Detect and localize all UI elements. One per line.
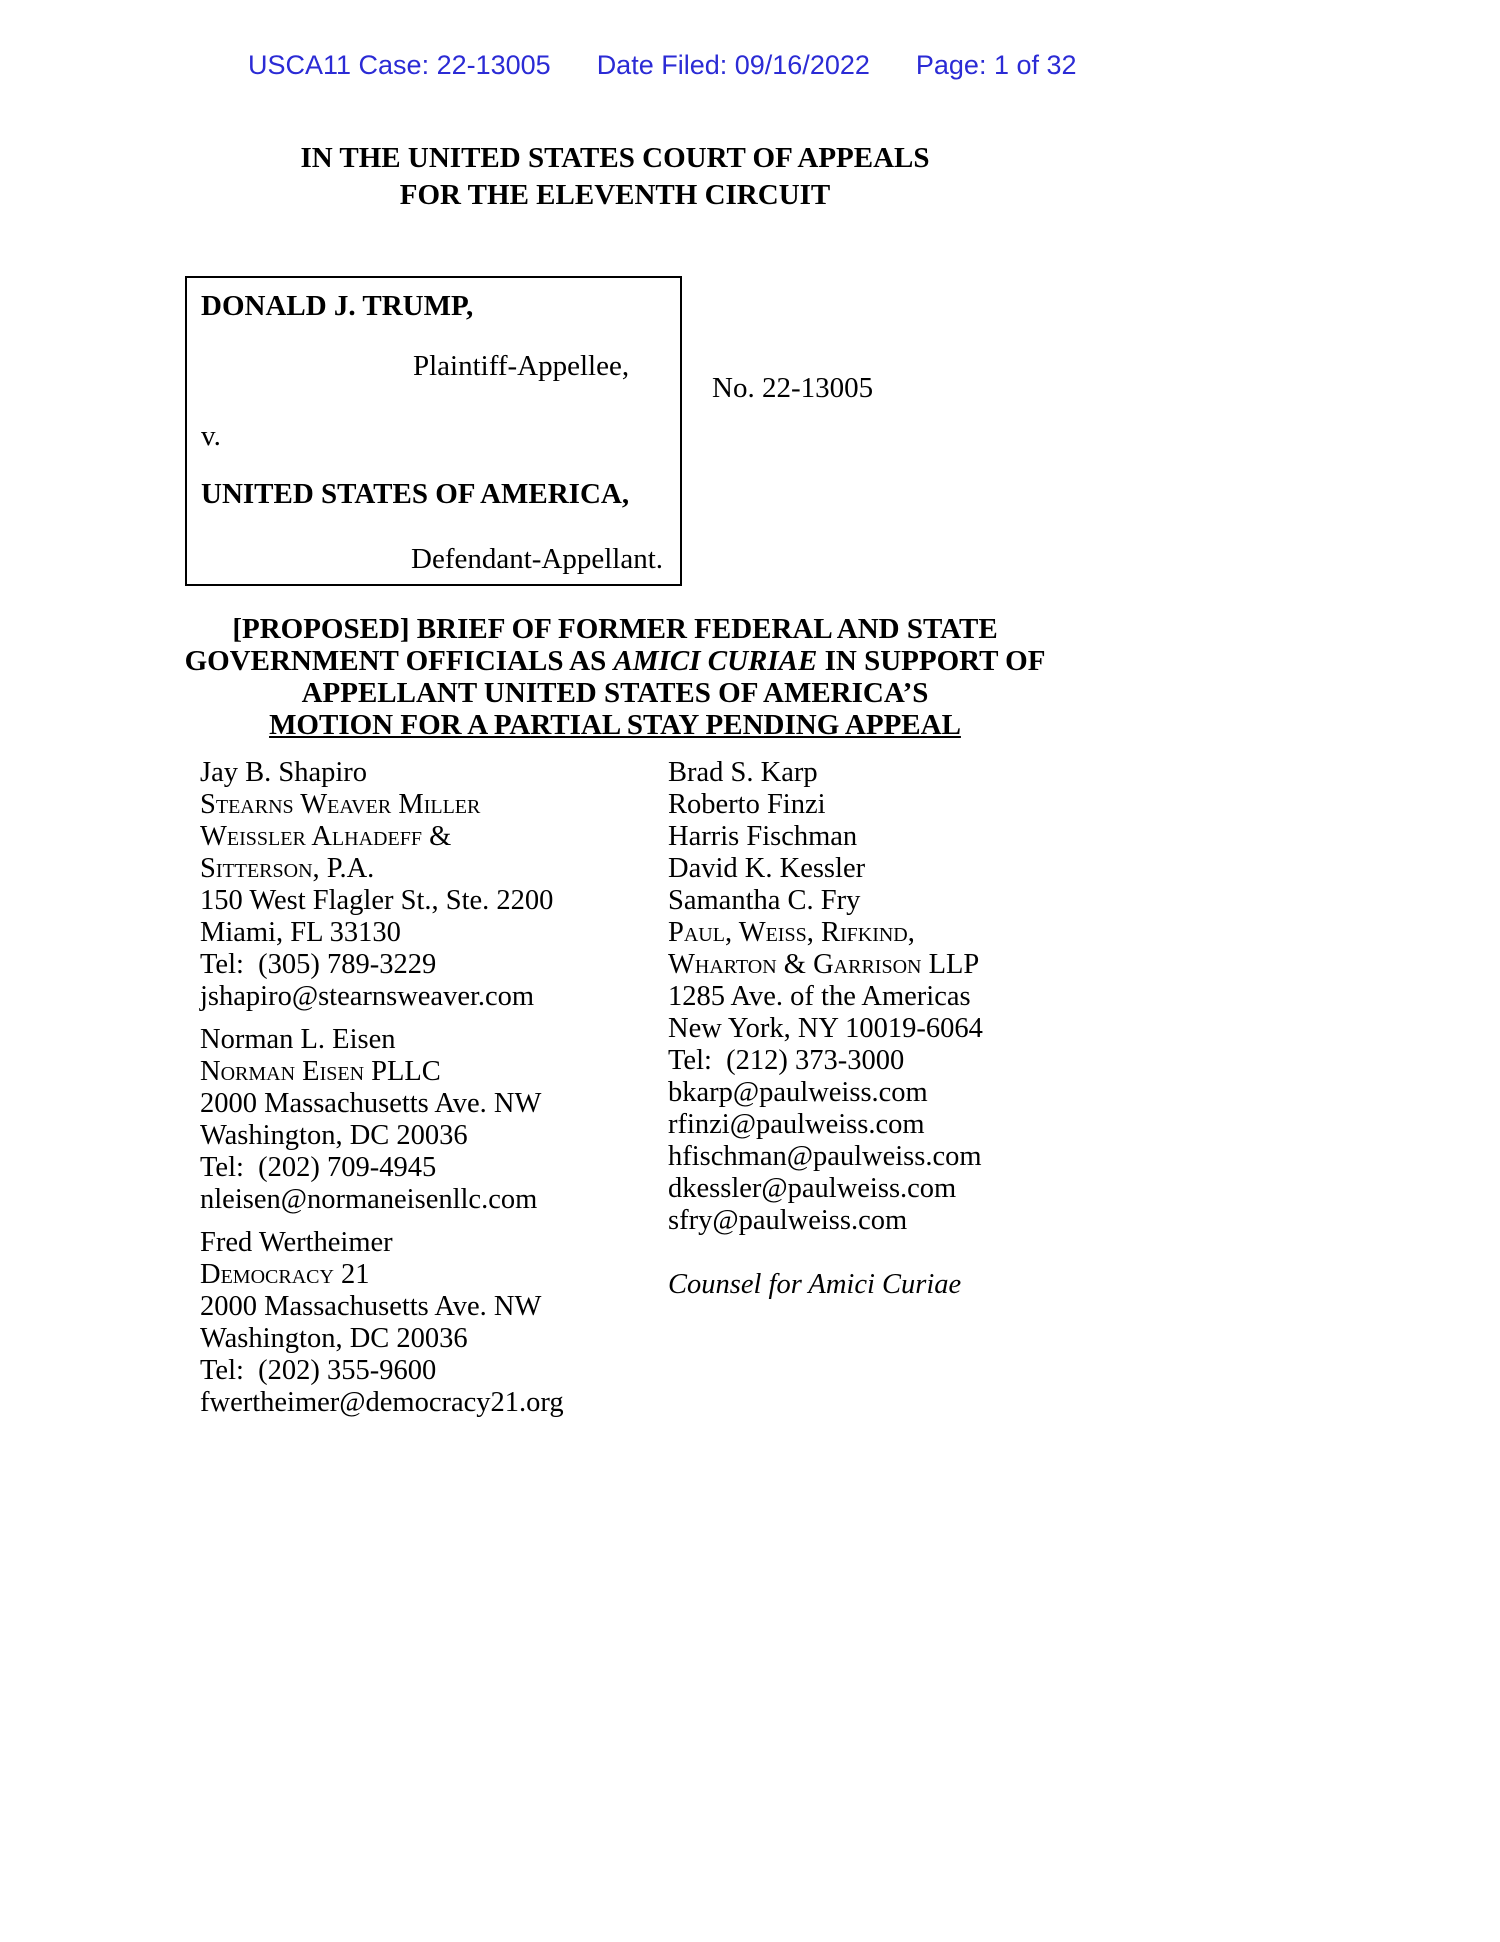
- email-text: sfry@paulweiss.com: [668, 1205, 908, 1236]
- text-line: Miami, FL 33130: [200, 917, 401, 948]
- email-text: nleisen@normaneisenllc.com: [200, 1184, 538, 1215]
- text-line: Tel: (202) 709-4945: [200, 1152, 437, 1183]
- email-text: jshapiro@stearnsweaver.com: [200, 981, 535, 1012]
- text-line: 1285 Ave. of the Americas: [668, 981, 971, 1012]
- firm-name: Sitterson, P.A.: [200, 853, 375, 884]
- brief-title-line4: MOTION FOR A PARTIAL STAY PENDING APPEAL: [269, 709, 961, 741]
- text-line: 2000 Massachusetts Ave. NW: [200, 1291, 542, 1322]
- stamp-date-filed: Date Filed: 09/16/2022: [596, 50, 870, 80]
- plaintiff-role: Plaintiff-Appellee,: [413, 350, 630, 382]
- email-text: rfinzi@paulweiss.com: [668, 1109, 925, 1140]
- counsel-note: Counsel for Amici Curiae: [668, 1269, 962, 1300]
- email-text: hfischman@paulweiss.com: [668, 1141, 982, 1172]
- attorney-block: [668, 757, 1088, 1237]
- counsel-column-left: [200, 757, 650, 1419]
- text-line: Tel: (305) 789-3229: [200, 949, 437, 980]
- brief-title: [150, 613, 1080, 741]
- court-title-line2: FOR THE ELEVENTH CIRCUIT: [399, 179, 831, 211]
- case-caption-box: [185, 276, 682, 586]
- text-line: Samantha C. Fry: [668, 885, 861, 916]
- text-line: Harris Fischman: [668, 821, 858, 852]
- stamp-page-number: Page: 1 of 32: [915, 50, 1077, 80]
- firm-name: Paul, Weiss, Rifkind,: [668, 917, 915, 948]
- text-line: 2000 Massachusetts Ave. NW: [200, 1088, 542, 1119]
- brief-title-line3: APPELLANT UNITED STATES OF AMERICA’S: [301, 677, 929, 709]
- attorney-block: [200, 1024, 650, 1216]
- text-line: Fred Wertheimer: [200, 1227, 393, 1258]
- court-title-line1: IN THE UNITED STATES COURT OF APPEALS: [300, 142, 930, 174]
- case-number: No. 22-13005: [712, 372, 874, 404]
- defendant-name: UNITED STATES OF AMERICA,: [201, 478, 630, 510]
- text-line: Jay B. Shapiro: [200, 757, 368, 788]
- plaintiff-name: DONALD J. TRUMP,: [201, 290, 474, 322]
- text-line: David K. Kessler: [668, 853, 866, 884]
- email-text: fwertheimer@democracy21.org: [200, 1387, 564, 1418]
- firm-name: Weissler Alhadeff &: [200, 821, 452, 852]
- email-text: dkessler@paulweiss.com: [668, 1173, 957, 1204]
- court-title: [150, 140, 1080, 214]
- court-stamp: [248, 50, 1077, 81]
- text-line: Norman L. Eisen: [200, 1024, 396, 1055]
- email-text: bkarp@paulweiss.com: [668, 1077, 928, 1108]
- firm-name: Norman Eisen PLLC: [200, 1056, 441, 1087]
- firm-name: Democracy 21: [200, 1259, 370, 1290]
- attorney-block: [200, 1227, 650, 1419]
- versus-label: v.: [201, 420, 221, 452]
- defendant-role: Defendant-Appellant.: [411, 543, 664, 575]
- text-line: New York, NY 10019-6064: [668, 1013, 983, 1044]
- attorney-block: [200, 757, 650, 1013]
- firm-name: Wharton & Garrison LLP: [668, 949, 980, 980]
- text-line: Washington, DC 20036: [200, 1323, 468, 1354]
- brief-title-line2: [150, 645, 1080, 677]
- text-line: Tel: (202) 355-9600: [200, 1355, 437, 1386]
- counsel-column-right: [668, 757, 1088, 1301]
- brief-title-line1: [PROPOSED] BRIEF OF FORMER FEDERAL AND STATE: [232, 613, 998, 645]
- text-line: 150 West Flagler St., Ste. 2200: [200, 885, 554, 916]
- brief-title-line2-pre: GOVERNMENT OFFICIALS AS: [184, 645, 614, 677]
- left-column-blocks: [200, 757, 650, 1419]
- brief-title-line2-post: IN SUPPORT OF: [817, 645, 1046, 677]
- text-line: Tel: (212) 373-3000: [668, 1045, 905, 1076]
- text-line: Brad S. Karp: [668, 757, 818, 788]
- right-column-blocks: [668, 757, 1088, 1237]
- text-line: Washington, DC 20036: [200, 1120, 468, 1151]
- brief-title-line2-italic: AMICI CURIAE: [613, 645, 818, 677]
- firm-name: Stearns Weaver Miller: [200, 789, 481, 820]
- text-line: Roberto Finzi: [668, 789, 826, 820]
- stamp-case-number: USCA11 Case: 22-13005: [248, 50, 551, 80]
